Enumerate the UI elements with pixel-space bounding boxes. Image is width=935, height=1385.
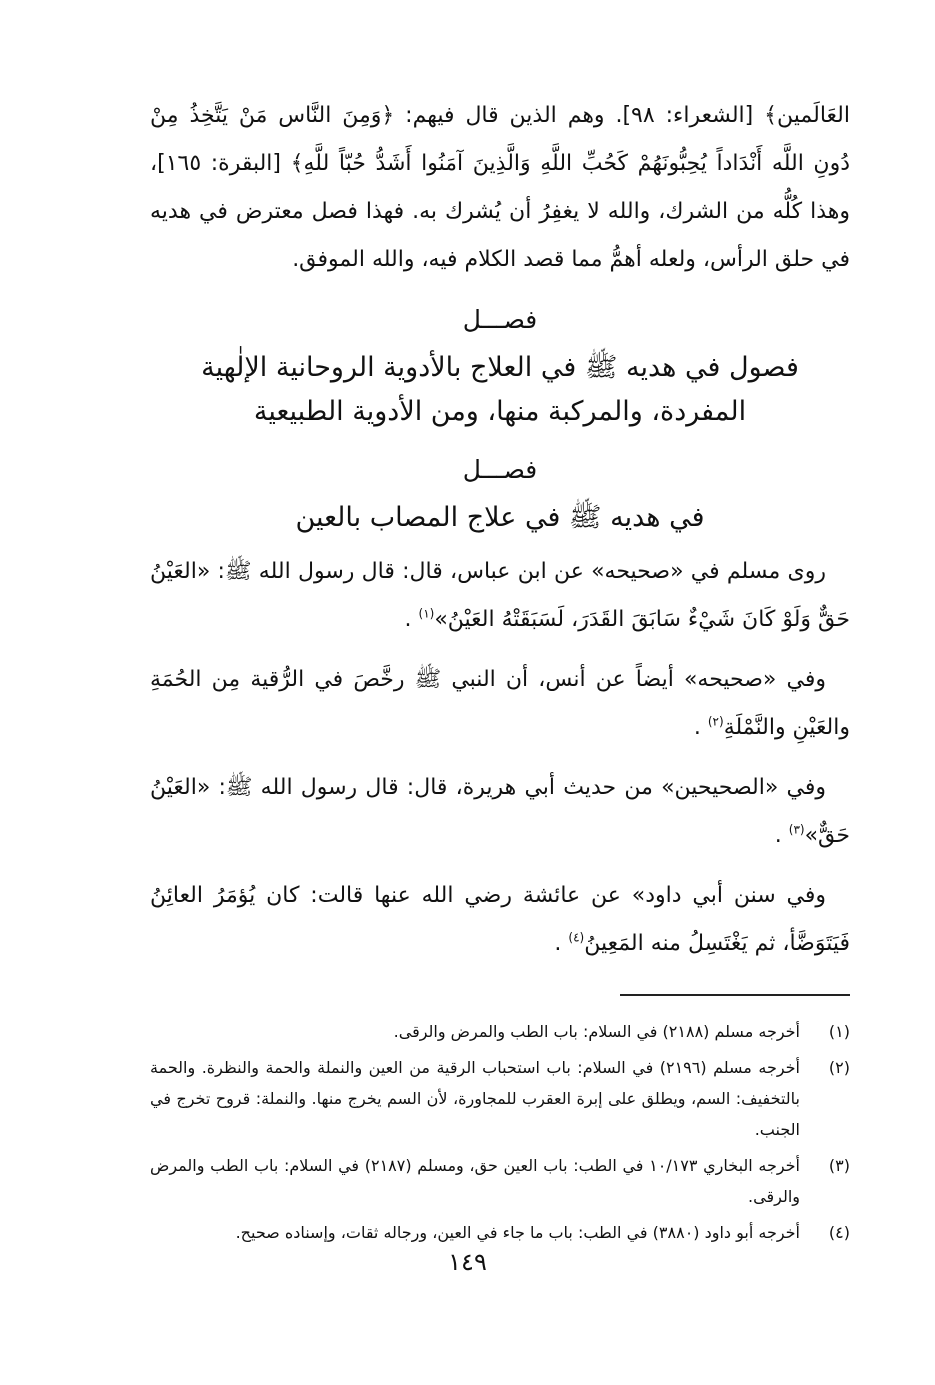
footnote-item [150, 1150, 850, 1212]
paragraph-end: . [774, 823, 789, 848]
hadith-section [150, 548, 850, 968]
footnote-number: (٣) [828, 1156, 850, 1175]
paragraph-end: . [554, 931, 569, 956]
hadith-paragraph [150, 656, 850, 752]
hadith-text: وفي «الصحيحين» من حديث أبي هريرة، قال: قال رسول الله ﷺ: «العَيْنُ حَقٌّ» [150, 775, 850, 848]
footnote-ref: (٤) [568, 930, 585, 945]
footnote-ref: (٢) [707, 714, 724, 729]
page-number: ١٤٩ [448, 1248, 487, 1276]
chapter-title-line-1: فصول في هديه ﷺ في العلاج بالأدوية الروحانية الإلٰهية [201, 352, 799, 383]
footnote-ref: (١) [418, 606, 435, 621]
footnote-number: (٤) [828, 1223, 850, 1242]
footnote-number: (١) [828, 1022, 850, 1041]
footnote-text: أخرجه مسلم (٢١٩٦) في السلام: باب استحباب الرقية من العين والنملة والحمة والنظرة. والحمة بالتخفيف: السم، ويطلق على إبرة العقرب للمجاورة، لأن السم يخرج منها. والنملة: قروح تخرج في الجنب. [150, 1058, 800, 1139]
footnote-number: (٢) [828, 1058, 850, 1077]
paragraph-end: . [404, 607, 419, 632]
page-body [150, 92, 850, 1253]
section-heading-fasl: فصـــل [462, 305, 538, 334]
footnote-text: أخرجه أبو داود (٣٨٨٠) في الطب: باب ما جاء في العين، ورجاله ثقات، وإسناده صحيح. [235, 1223, 800, 1242]
footnote-item [150, 1052, 850, 1145]
chapter-title-line-2: المفردة، والمركبة منها، ومن الأدوية الطبيعية [253, 396, 747, 427]
intro-paragraph: العَالَمين﴾ [الشعراء: ٩٨]. وهم الذين قال فيهم: ﴿وَمِنَ النَّاس مَنْ يَتَّخِذُ مِنْ دُونِ اللَّه أَنْدَاداً يُحِبُّونَهُمْ كَحُبِّ اللَّهِ وَالَّذِينَ آمَنُوا أَشَدُّ حُبّاً للَّهِ﴾ [البقرة: ١٦٥]، وهذا كُلُّه من الشرك، والله لا يغفِرُ أن يُشرك به. فهذا فصل معترض في هديه في حلق الرأس، ولعله أهمُّ مما قصد الكلام فيه، والله الموفق. [150, 103, 850, 272]
footnotes [150, 1016, 850, 1248]
footnote-item [150, 1016, 850, 1047]
section-heading-fasl-2: فصـــل [462, 455, 538, 484]
hadith-paragraph [150, 872, 850, 968]
footnote-text: أخرجه مسلم (٢١٨٨) في السلام: باب الطب والمرض والرقى. [393, 1022, 800, 1041]
section-subtitle: في هديه ﷺ في علاج المصاب بالعين [295, 502, 705, 533]
footnote-text: أخرجه البخاري ١٠/١٧٣ في الطب: باب العين حق، ومسلم (٢١٨٧) في السلام: باب الطب والمرض والرقى. [150, 1156, 801, 1206]
footnote-item [150, 1217, 850, 1248]
hadith-text: روى مسلم في «صحيحه» عن ابن عباس، قال: قال رسول الله ﷺ: «العَيْنُ حَقٌّ وَلَوْ كَانَ شَيْءٌ سَابَقَ القَدَرَ، لَسَبَقَتْهُ العَيْنُ» [150, 559, 850, 632]
hadith-paragraph [150, 548, 850, 644]
hadith-text: وفي «صحيحه» أيضاً عن أنس، أن النبي ﷺ رخَّصَ في الرُّقية مِن الحُمَةِ والعَيْنِ والنَّمْلَةِ [150, 667, 850, 740]
paragraph-end: . [693, 715, 708, 740]
footnote-ref: (٣) [788, 822, 805, 837]
hadith-text: وفي سنن أبي داود» عن عائشة رضي الله عنها قالت: كان يُؤمَرُ العائِنُ فَيَتَوَضَّأ، ثم يَغْتَسِلُ منه المَعِينُ [150, 883, 850, 956]
hadith-paragraph [150, 764, 850, 860]
footnote-divider [620, 994, 850, 996]
